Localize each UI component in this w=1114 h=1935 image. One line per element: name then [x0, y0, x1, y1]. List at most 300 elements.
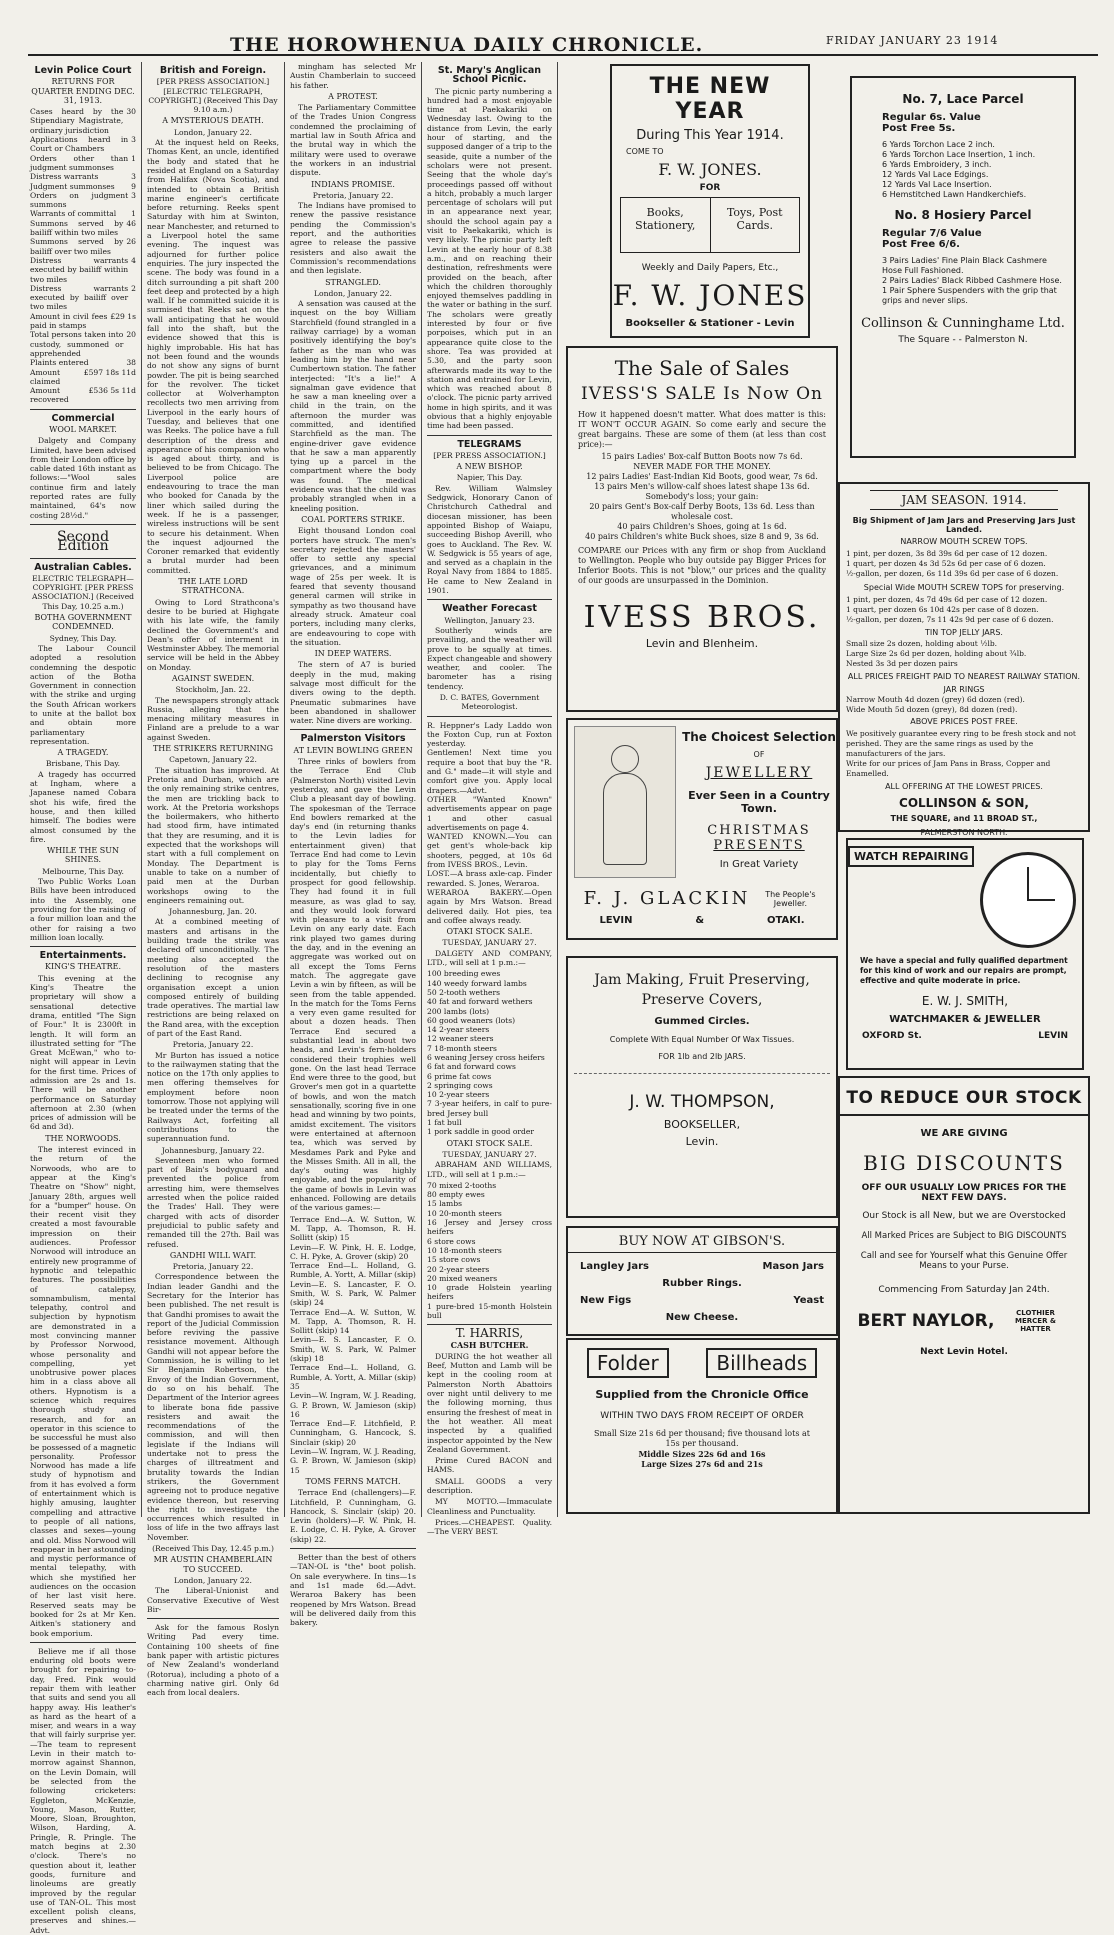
- divider: [427, 716, 552, 717]
- chronicle-headline: [568, 1348, 836, 1378]
- notice-item: OTHER "Wanted Known" advertisements appear on page 1 and other casual advertisements on page 4.: [427, 794, 552, 832]
- figure-illustration-icon: [574, 726, 676, 878]
- lace-item: 6 Yards Torchon Lace 2 inch.: [882, 140, 995, 149]
- bowling-score-line: Terrace End—A. W. Sutton, W. M. Tapp, A. Thomson, R. H. Sollitt (skip) 15: [290, 1214, 416, 1243]
- naylor-off: OFF OUR USUALLY LOW PRICES FOR THE NEXT FEW DAYS.: [861, 1183, 1067, 1203]
- lace-item: 12 Yards Val Lace Insertion.: [882, 180, 992, 189]
- divider: [290, 729, 416, 730]
- police-return-label: Distress warrants executed by bailiff within two miles: [30, 255, 129, 284]
- british-foreign-heading: British and Foreign.: [159, 65, 267, 76]
- thompson-t4: Complete With Equal Number Of Wax Tissues.: [609, 1035, 795, 1044]
- smith-watch-advert: [846, 838, 1084, 1070]
- weather-dateline: Wellington, January 23.: [444, 615, 535, 625]
- jones-papers: Weekly and Daily Papers, Etc.,: [641, 263, 779, 273]
- thompson-t3: Gummed Circles.: [654, 1016, 750, 1027]
- thompson-town: Levin.: [685, 1135, 719, 1148]
- police-return-value: 1: [131, 153, 136, 163]
- column-3: [290, 62, 417, 1628]
- police-court-heading: Levin Police Court: [34, 65, 132, 76]
- jam-tin-row: Large Size 2s 6d per dozen, holding about ¾lb.: [846, 649, 1027, 658]
- protest-subheading: A PROTEST.: [328, 91, 378, 101]
- stock-item: 6 store cows: [427, 1236, 476, 1246]
- lace-post: Post Free 5s.: [882, 123, 956, 134]
- jones-during: During This Year 1914.: [636, 128, 784, 143]
- divider: [147, 1618, 279, 1619]
- gandhi-subheading: GANDHI WILL WAIT.: [169, 1250, 257, 1260]
- stock-item: 50 2-tooth wethers: [427, 987, 500, 997]
- stock-sale-1-date: TUESDAY, JANUARY 27.: [442, 938, 537, 948]
- stock-item: 1 fat bull: [427, 1118, 462, 1128]
- police-return-row: [30, 135, 136, 154]
- lace-item: 6 Yards Torchon Lace Insertion, 1 inch.: [882, 150, 1036, 159]
- naylor-call: Call and see for Yourself what this Genuine Offer Means to your Purse.: [860, 1251, 1068, 1271]
- bowling-scores: [290, 1215, 416, 1475]
- jam-price-row: 1 quart, per dozen 4s 3d 52s 6d per case of 6 dozen.: [846, 559, 1046, 568]
- jam-firm: COLLINSON & SON,: [899, 796, 1029, 810]
- collinson-parcel-advert: [850, 76, 1076, 458]
- stock-sale-1-list: [427, 969, 552, 1136]
- chamberlain-continued: mingham has selected Mr Austin Chamberlain to succeed his father.: [290, 62, 416, 90]
- gibson-items: [568, 1259, 836, 1325]
- telegrams-heading: TELEGRAMS: [457, 438, 522, 450]
- strangled-dateline: London, January 22.: [314, 288, 392, 298]
- ivess-firm: IVESS BROS.: [583, 600, 821, 635]
- chronicle-supplied: Supplied from the Chronicle Office: [595, 1388, 809, 1401]
- glackin-peoples: The People's Jeweller.: [765, 889, 816, 908]
- pretoria-dateline: Pretoria, January 22.: [172, 1040, 254, 1050]
- stock-item: 6 fat and forward cows: [427, 1062, 516, 1072]
- stock-item: 70 mixed 2-tooths: [427, 1180, 497, 1190]
- polish-notice: Better than the best of others —TAN-OL is "the" boot polish. On sale everywhere. In tins—1s and 1s1 made 6d.—Advt. Weraroa Bakery has been reopened by Mrs Watson. Bread will be delivered daily from this bakery.: [290, 1553, 416, 1628]
- column-1: [30, 62, 136, 1935]
- police-return-value: 3: [131, 190, 136, 200]
- bowling-score-line: Levin—E. S. Lancaster, F. O. Smith, W. S. Park, W. Palmer (skip) 18: [290, 1335, 416, 1364]
- chronicle-small: Small Size 21s 6d per thousand; five thousand lots at 15s per thousand.: [594, 1429, 810, 1448]
- jam-offer: ALL OFFERING AT THE LOWEST PRICES.: [885, 782, 1043, 791]
- divider: [30, 524, 136, 525]
- stock-sale-2-list: [427, 1181, 552, 1320]
- glackin-levin: LEVIN: [599, 915, 633, 926]
- jam-sub: Big Shipment of Jam Jars and Preserving Jars Just Landed.: [852, 516, 1076, 534]
- glackin-presents: PRESENTS: [713, 838, 805, 853]
- jones-toys: Toys, Post Cards.: [726, 206, 783, 232]
- masthead-rule: [28, 54, 1098, 56]
- jam-ring-rows: [840, 695, 1088, 715]
- jam-narrow-rows: [840, 549, 1088, 579]
- jones-come: COME TO: [626, 147, 664, 156]
- bowling-score-line: Terrace End—L. Holland, G. Rumble, A. Yortt, A. Millar (skip): [290, 1261, 416, 1280]
- police-return-row: [30, 209, 136, 218]
- jam-address: THE SQUARE, and 11 BROAD ST.,: [890, 814, 1038, 823]
- australian-cables-heading: Australian Cables.: [34, 561, 132, 573]
- kings-theatre-text: This evening at the King's Theatre the proprietary will show a sensational detective drama, entitled "The Sign of Four." It is 2300ft in length. It will form an illustrated setting for "The Great McEwan," who to-night will appear in Levin for the first time. Prices of admission are 2s and 1s. There will be another performance on Saturday afternoon at 2.30 (when prices of admission will be 6d and 3d).: [30, 973, 136, 1132]
- police-return-row: [30, 237, 136, 256]
- johannesburg2-text: Seventeen men who formed part of Bain's bodyguard and prevented the police from arresting him, were themselves arrested when the police raided the Trades' Hall. They were charged with acts of disorder prejudicial to public safety and remanded till the 27th. Bail was refused.: [147, 1155, 279, 1249]
- police-return-row: [30, 219, 136, 238]
- naylor-marked: All Marked Prices are Subject to BIG DISCOUNTS: [861, 1231, 1067, 1241]
- jam-freight: ALL PRICES FREIGHT PAID TO NEAREST RAILWAY STATION.: [847, 672, 1081, 681]
- stock-item: 6 prime fat cows: [427, 1071, 492, 1081]
- chamberlain-dateline: London, January 22.: [174, 1575, 252, 1585]
- received-time: (Received This Day, 12.45 p.m.): [152, 1544, 274, 1554]
- police-return-label: Distress warrants executed by bailiff over two miles: [30, 283, 129, 312]
- sweden-dateline: Stockholm, Jan. 22.: [175, 685, 251, 695]
- naylor-footer: [840, 1309, 1088, 1333]
- hosiery-item: 3 Pairs Ladies' Fine Plain Black Cashmere Hose Full Fashioned.: [882, 256, 1047, 275]
- thompson-t2: Preserve Covers,: [641, 992, 763, 1008]
- watch-repairing-sign: WATCH REPAIRING: [848, 846, 974, 867]
- stock-sale-2-date: TUESDAY, JANUARY 27.: [442, 1149, 537, 1159]
- chronicle-folder: Folder: [587, 1348, 669, 1378]
- bowling-text: Three rinks of bowlers from the Terrace End Club (Palmerston North) visited Levin yesterday, and gave the Levin Club a pleasant day of bowling. The spokesman of the Terrace End bowlers remarked at the day's end (in returning thanks to the Levin ladies for entertainment given) that Terrace End had come to Levin to play for the Toms Ferns incidentally, but chiefly to prospect for good fellowship. They had found it in full measure, as was glad to say, and they would look forward with pleasure to a visit from Levin on any early date. Each rink played two games during the day, and in the evening an aggregate was worked out on all except the Toms Ferns match. The aggregate gave Levin a win by fifteen, as will be seen from the table appended. In the match for the Toms Ferns a very even game resulted for about a dozen heads. Then Terrace End secured a substantial lead in about two heads, and Levin's fern-holders considered their trophies well gone. On the last head Terrace End were three to the good, but Grover's men got in a quartette of bowls, and won the match sensationally, scoring five in one head and winning by two points, amidst excitement. The visitors were entertained at afternoon tea, which was served by Mesdames Park and Pyke and the Misses Smith. All in all, the day's outing was highly enjoyable, and the popularity of the game of bowls in Levin was enhanced. Following are details of the various games:—: [290, 757, 417, 1213]
- glackin-footer: [568, 888, 836, 909]
- police-return-row: [30, 154, 136, 173]
- harris-bacon: Prime Cured BACON and HAMS.: [427, 1456, 552, 1475]
- bowling-score-line: Levin—W. Ingram, W. J. Reading, G. P. Brown, W. Jamieson (skip) 16: [290, 1391, 416, 1419]
- stock-item: 80 empty ewes: [427, 1190, 485, 1200]
- indians-dateline: Pretoria, January 22.: [312, 190, 394, 200]
- weather-signature: D. C. BATES, Government Meteorologist.: [439, 693, 540, 712]
- sun-subheading: WHILE THE SUN SHINES.: [47, 846, 119, 865]
- stock-item: 15 lambs: [427, 1199, 462, 1209]
- bowling-score-line: Terrace End—F. Litchfield, P. Cunningham, G. Hancock, S. Sinclair (skip) 20: [290, 1419, 416, 1447]
- ivess-line: NEVER MADE FOR THE MONEY.: [633, 462, 771, 471]
- thompson-advert: [566, 956, 838, 1218]
- chronicle-within: WITHIN TWO DAYS FROM RECEIPT OF ORDER: [600, 1411, 804, 1421]
- pretoria-text: Mr Burton has issued a notice to the railwaymen stating that the notice on the 17th only applies to men offering themselves for employment before noon tomorrow. Those not applying will be treated under the terms of the Railways Act, forfeiting all contributions to the superannuation fund.: [147, 1050, 279, 1144]
- hosiery-item: 2 Pairs Ladies' Black Ribbed Cashmere Hose.: [882, 276, 1062, 285]
- strangled-text: A sensation was caused at the inquest on the boy William Starchfield (found strangled in a railway carriage) by a woman positively identifying the boy's father as the man who was leading him by the hand near Cumbertown station. The father interjected: "It's a lie!" A signalman gave evidence that he saw a man kneeling over a child in the train, on the afternoon the murder was committed, and identified Starchfield as the man. The engine-driver gave evidence that he saw a man apparently tying up a parcel in the compartment where the body was found. The medical evidence was that the child was probably strangled when in a kneeling position.: [290, 299, 416, 513]
- column-2: [147, 62, 279, 1698]
- lace-item: 12 Yards Val Lace Edgings.: [882, 170, 989, 179]
- bowling-score-line: Terrace End—L. Holland, G. Rumble, A. Yortt, A. Millar (skip) 35: [290, 1363, 416, 1391]
- gibson-item: New Figs: [580, 1295, 632, 1306]
- weather-text: Southerly winds are prevailing, and the weather will prove to be squally at times. Expect changeable and showery weather, and cooler. The barometer has a rising tendency.: [427, 625, 552, 691]
- column-divider: [141, 62, 142, 1517]
- divider: [427, 435, 552, 436]
- smith-address-row: [848, 1025, 1082, 1047]
- jam-price-row: 1 quart, per dozen 6s 10d 42s per case of 8 dozen.: [846, 605, 1039, 614]
- harris-subheading: CASH BUTCHER.: [450, 1339, 529, 1350]
- deep-waters-subheading: IN DEEP WATERS.: [314, 649, 392, 659]
- newspaper-title: THE HOROWHENUA DAILY CHRONICLE.: [230, 34, 704, 56]
- stock-sale-1-intro: DALGETY AND COMPANY, LTD., will sell at 1 p.m.:—: [427, 948, 552, 968]
- mysterious-death-text: At the inquest held on Reeks, Thomas Kent, an uncle, identified the body and stated that he resided at England on a Saturday from Halifax (Nova Scotia), and intended to obtain a British marine engineer's certificate before returning. Reeks spent Saturday with him at Swinton, near Manchester, and returned to a Liverpool hotel the same evening. The inquest was adjourned for further police enquiries. The jury inspected the scene. The body was found in a ditch surrounding a pit shaft 200 feet deep and protected by a high wall. If he committed suicide it is surmised that Reeks sat on the wall anticipating that he would fall into the shaft, but the evidence showed that this is highly improbable. His hat has not been found and the wounds do not show any signs of burnt powder. The pit is being searched for the revolver. The ticket collector at Wolverhampton recollects two men arriving from Liverpool in the early hours of Tuesday, and believes that one was Reeks. The police have a full description of the dress and appearance of his companion who is aged about thirty, and is believed to be from Chicago. The Liverpool police are endeavouring to trace the man who booked for Canada by the liner which sailed during the week. If he is a passenger, wireless instructions will be sent to secure his detainment. When the inquest adjourned the Coroner remarked that evidently a brutal murder had been committed.: [147, 138, 279, 575]
- ivess-line: 40 pairs Children's white Buck shoes, size 8 and 9, 3s 6d.: [585, 532, 819, 541]
- police-return-label: Warrants of committal: [30, 209, 117, 219]
- police-return-label: Orders on judgment summons: [30, 190, 129, 210]
- gibson-item: Yeast: [793, 1295, 824, 1306]
- police-return-label: Amount recovered: [30, 386, 69, 405]
- botha-subheading: BOTHA GOVERNMENT CONDEMNED.: [34, 613, 132, 632]
- thompson-t1: Jam Making, Fruit Preserving,: [594, 972, 810, 988]
- jam-tin-rows: [840, 639, 1088, 669]
- police-return-value: £597 18s 11d: [83, 367, 136, 377]
- mysterious-death-subheading: A MYSTERIOUS DEATH.: [162, 116, 264, 126]
- jam-guarantee: We positively guarantee every ring to be fresh stock and not perished. They are the same rings as used by the manufacturers of the jars.: [846, 729, 1076, 758]
- ivess-line: 15 pairs Ladies' Box-calf Button Boots now 7s 6d.: [601, 452, 803, 461]
- divider: [574, 1073, 830, 1082]
- stock-sale-2-subheading: OTAKI STOCK SALE.: [446, 1138, 533, 1148]
- thompson-name: J. W. THOMPSON,: [629, 1092, 775, 1112]
- gibson-item: New Cheese.: [665, 1312, 739, 1323]
- picnic-heading: St. Mary's Anglican School Picnic.: [437, 65, 542, 86]
- column-divider: [557, 62, 558, 1517]
- hosiery-item: 1 Pair Sphere Suspenders with the grip that grips and never slips.: [882, 286, 1057, 305]
- police-return-label: Amount claimed: [30, 367, 61, 386]
- glackin-text: [682, 720, 836, 884]
- johannesburg-dateline: Johannesburg, Jan. 20.: [169, 907, 257, 917]
- ivess-title: The Sale of Sales: [614, 356, 790, 380]
- jones-big-name: F. W. JONES: [612, 279, 808, 312]
- jones-footer: Bookseller & Stationer - Levin: [625, 318, 795, 329]
- police-return-label: Summons served by bailiff within two miles: [30, 218, 124, 238]
- jones-title: THE NEW YEAR: [649, 74, 771, 124]
- bowling-score-line: Levin—F. W. Pink, H. E. Lodge, C. H. Pyke, A. Grover (skip) 20: [290, 1242, 416, 1261]
- jones-for: FOR: [699, 183, 721, 193]
- ivess-compare: COMPARE our Prices with any firm or shop from Auckland to Wellington. People who buy outside pay Bigger Prices for Inferior Boots. This is not "blow," our prices and the quality of our goods are unsurpassed in the Dominion.: [578, 546, 826, 585]
- naylor-role: CLOTHIER MERCER & HATTER: [1015, 1309, 1057, 1333]
- police-return-value: £29 1s: [110, 311, 136, 321]
- police-return-value: 9: [131, 181, 136, 191]
- smith-town: LEVIN: [1038, 1031, 1068, 1041]
- stock-item: 7 18-month steers: [427, 1043, 497, 1053]
- sun-dateline: Melbourne, This Day.: [42, 866, 124, 876]
- police-return-value: 3: [131, 172, 136, 182]
- ivess-place: Levin and Blenheim.: [645, 637, 759, 650]
- smith-role: WATCHMAKER & JEWELLER: [889, 1014, 1041, 1025]
- smith-illustration: [848, 846, 1082, 954]
- ivess-lines: [568, 450, 836, 544]
- coal-text: Eight thousand London coal porters have struck. The men's secretary rejected the masters' offer to settle any special grievances, and a minimum wage of 25s per week. It is feared that seventy thousand general carmen will strike in sympathy as two thousand have already struck. Amateur coal porters, including many clerks, are endeavouring to cope with the situation.: [290, 526, 416, 647]
- tragedy-text: A tragedy has occurred at Ingham, where a Japanese named Cobara shot his wife, fired the house, and then killed himself. The bodies were almost consumed by the fire.: [30, 769, 136, 844]
- notice-item: WERAROA BAKERY.—Open again by Mrs Watson. Bread delivered daily. Hot pies, tea and coffee always ready.: [427, 887, 552, 925]
- police-return-row: [30, 172, 136, 181]
- glackin-choicest: The Choicest Selection: [682, 730, 836, 744]
- chamberlain-subheading: MR AUSTIN CHAMBERLAIN TO SUCCEED.: [153, 1555, 273, 1574]
- harris-heading: T. HARRIS,: [455, 1326, 524, 1341]
- hosiery-items: [852, 256, 1074, 306]
- police-return-row: [30, 182, 136, 191]
- naylor-commencing: Commencing From Saturday Jan 24th.: [878, 1285, 1050, 1295]
- police-return-label: Plaints entered: [30, 358, 89, 368]
- tragedy-dateline: Brisbane, This Day.: [45, 759, 121, 769]
- glackin-jewellery: JEWELLERY: [705, 765, 813, 781]
- stock-item: 12 weaner steers: [427, 1034, 494, 1044]
- strathcona-text: Owing to Lord Strathcona's desire to be buried at Highgate with his late wife, the family declined the Government's and Dean's offer of interment in Westminster Abbey. The memorial service will be held in the Abbey on Monday.: [147, 597, 279, 672]
- strikers-text: The situation has improved. At Pretoria and Durban, which are the only remaining strike centres, the men are trickling back to work. At the Pretoria workshops the boilermakers, who hitherto had stood firm, have intimated that they are resuming, and it is expected that the workshops will start with a full complement on Monday. The Department is unable to take on a number of paid men at the Durban workshops owing to the engineers remaining out.: [147, 765, 279, 905]
- wool-market-text: Dalgety and Company Limited, have been advised from their London office by cable dated 16th instant as follows:—"Wool sales continue firm and lately reported rates are fully maintained, 64's now costing 28½d.": [30, 436, 136, 520]
- strangled-subheading: STRANGLED.: [325, 277, 381, 287]
- police-return-label: Amount in civil fees paid in stamps: [30, 311, 108, 331]
- collinson-firm: Collinson & Cunninghame Ltd.: [861, 316, 1065, 331]
- gibson-item: Langley Jars: [580, 1261, 649, 1272]
- johannesburg-text: At a combined meeting of masters and artisans in the building trade the strike was declared off unconditionally. The meeting also accepted the resolution of the masters declining to recognise any organisation except a union composed entirely of building trade operatives. The martial law restrictions are being relaxed on the Rand area, with the exception of part of the East Rand.: [147, 917, 279, 1038]
- bishop-text: Rev. William Walmsley Sedgwick, Honorary Canon of Christchurch Cathedral and diocesan missioner, has been appointed Bishop of Waiapu, succeeding Bishop Averill, who goes to Auckland. The Rev. W. W. Sedgwick is 55 years of age, and served as a chaplain in the Royal Navy from 1884 to 1885. He came to New Zealand in 1901.: [427, 483, 552, 596]
- jones-books: Books, Stationery,: [621, 198, 711, 252]
- naylor-big: BIG DISCOUNTS: [863, 1151, 1065, 1175]
- naylor-title: TO REDUCE OUR STOCK: [840, 1078, 1088, 1116]
- jones-advert: [610, 64, 810, 338]
- ivess-line: 12 pairs Ladies' East-Indian Kid Boots, good wear, 7s 6d.: [586, 472, 818, 481]
- notice-item: LOST.—A brass axle-cap. Finder rewarded. S. Jones, Weraroa.: [427, 869, 552, 888]
- strathcona-subheading: THE LATE LORD STRATHCONA.: [178, 577, 248, 596]
- jam-tin-row: Small size 2s dozen, holding about ½lb.: [846, 639, 998, 648]
- hosiery-post: Post Free 6/6.: [882, 239, 960, 250]
- stock-item: 2 springing cows: [427, 1080, 493, 1090]
- stock-item: 7 3-year heifers, in calf to pure-bred Jersey bull: [427, 1099, 552, 1118]
- glackin-ever: Ever Seen in a Country Town.: [688, 789, 830, 815]
- jam-price-row: 1 pint, per dozen, 3s 8d 39s 6d per case of 12 dozen.: [846, 549, 1048, 558]
- press-credit: [PER PRESS ASSOCIATION.] [ELECTRIC TELEGRAPH, COPYRIGHT.] (Received This Day 9.10 a.m.): [148, 77, 278, 115]
- stock-item: 100 breeding ewes: [427, 969, 501, 979]
- weather-heading: Weather Forecast: [442, 603, 537, 615]
- harris-motto: MY MOTTO.—Immaculate Cleanliness and Punctuality.: [427, 1497, 552, 1516]
- bishop-subheading: A NEW BISHOP.: [456, 462, 523, 472]
- norwoods-subheading: THE NORWOODS.: [45, 1133, 121, 1143]
- jam-narrow: NARROW MOUTH SCREW TOPS.: [900, 537, 1028, 546]
- police-return-row: [30, 107, 136, 135]
- telegrams-credit: [PER PRESS ASSOCIATION.]: [433, 450, 546, 460]
- smith-address: OXFORD St.: [862, 1031, 922, 1041]
- lace-item: 6 Hemstitched Lawn Handkerchiefs.: [882, 190, 1027, 199]
- chronicle-office-advert: [566, 1338, 838, 1514]
- police-return-row: [30, 256, 136, 284]
- stock-item: 10 2-year steers: [427, 1090, 490, 1100]
- police-return-value: 4: [131, 255, 136, 265]
- smith-name: E. W. J. SMITH,: [921, 994, 1009, 1008]
- deep-waters-text: The stern of A7 is buried deeply in the mud, making salvage most difficult for the divers owing to the depth. Pneumatic submarines have been abandoned in shallower water. Nine divers are working.: [290, 660, 416, 726]
- ivess-sale-advert: [566, 346, 838, 712]
- jones-products: [620, 197, 800, 253]
- botha-text: The Labour Council adopted a resolution condemning the despotic action of the Botha Government in connection with the strike and urging the South African workers to unite at the ballot box and obtain more parliamentary representation.: [30, 643, 136, 746]
- protest-text: The Parliamentary Committee of the Trades Union Congress condemned the proclaiming of martial law in South Africa and the brutal way in which the military were used to overawe the workers in an industrial dispute.: [290, 103, 416, 178]
- bowling-score-line: Terrace End—A. W. Sutton, W. M. Tapp, A. Thomson, R. H. Sollitt (skip) 14: [290, 1307, 416, 1336]
- tragedy-subheading: A TRAGEDY.: [57, 748, 109, 758]
- stock-sale-2-intro: ABRAHAM AND WILLIAMS, LTD., will sell at 1 p.m.:—: [427, 1160, 552, 1179]
- bishop-dateline: Napier, This Day.: [456, 473, 523, 483]
- police-return-row: [30, 330, 136, 358]
- naylor-address: Next Levin Hotel.: [920, 1347, 1008, 1357]
- stock-item: 20 2-year steers: [427, 1264, 490, 1274]
- naylor-stock: Our Stock is all New, but we are Overstocked: [862, 1211, 1066, 1221]
- kings-theatre-subheading: KING'S THEATRE.: [45, 962, 121, 972]
- jam-tin: TIN TOP JELLY JARS.: [925, 628, 1003, 637]
- police-return-row: [30, 358, 136, 367]
- police-return-row: [30, 386, 136, 405]
- jam-ring-row: Wide Mouth 5d dozen (grey), 8d dozen (red).: [846, 705, 1018, 714]
- jones-name: F. W. JONES.: [658, 160, 762, 179]
- gibson-item: Mason Jars: [762, 1261, 824, 1272]
- notice-item: R. Heppner's Lady Laddo won the Foxton Cup, run at Foxton yesterday.: [427, 720, 552, 749]
- stock-sale-1-subheading: OTAKI STOCK SALE.: [446, 927, 533, 937]
- gibson-advert: [566, 1226, 838, 1336]
- stock-item: 1 pure-bred 15-month Holstein bull: [427, 1301, 552, 1320]
- botha-dateline: Sydney, This Day.: [49, 633, 117, 643]
- lace-item: 6 Yards Embroidery, 3 inch.: [882, 160, 992, 169]
- police-return-label: Orders other than judgment summonses: [30, 153, 129, 172]
- police-return-row: [30, 368, 136, 387]
- commercial-heading: Commercial: [51, 412, 115, 424]
- police-return-value: 38: [126, 358, 136, 368]
- roslyn-notice: Ask for the famous Roslyn Writing Pad every time. Containing 100 sheets of fine bank paper with artistic pictures of New Zealand's wonderland (Rotorua), including a photo of a charming native girl. Only 6d each from local dealers.: [147, 1623, 279, 1698]
- ivess-sub: IVESS'S SALE Is Now On: [581, 384, 823, 404]
- police-return-label: Summons served by bailiff over two miles: [30, 237, 124, 256]
- jam-city: PALMERSTON NORTH.: [920, 828, 1008, 837]
- strikers-subheading: THE STRIKERS RETURNING: [152, 744, 274, 754]
- notice-item: Gentlemen! Next time you require a boot that buy the "R. and G." made—it will style and comfort give you. Apply local drapers.—Advt.: [427, 748, 552, 795]
- glackin-great: In Great Variety: [719, 859, 799, 870]
- cables-credit: ELECTRIC TELEGRAPH—COPYRIGHT. [PER PRESS ASSOCIATION.] (Received This Day, 10.25 a.m.): [31, 573, 135, 611]
- police-return-row: [30, 191, 136, 210]
- police-return-value: 20: [126, 330, 136, 340]
- second-edition-heading: Second Edition: [56, 528, 110, 555]
- police-return-value: 1: [131, 209, 136, 219]
- police-return-label: Distress warrants: [30, 172, 99, 182]
- collinson-address: The Square - - Palmerston N.: [898, 335, 1028, 345]
- glackin-of: OF: [753, 750, 765, 759]
- notice-item: WANTED KNOWN.—You can get gent's whole-back kip shooters, pegged, at 10s 6d from IVESS BROS., Levin.: [427, 832, 552, 870]
- glackin-advert: [566, 718, 838, 940]
- stock-item: 10 18-month steers: [427, 1245, 502, 1255]
- stock-item: 200 lambs (lots): [427, 1006, 490, 1016]
- local-notices-text: Believe me if all those enduring old boots were brought for repairing to-day, Fred. Pink would repair them with leather that suits and send you all happy away. His leather's as hard as the heart of a miser, and wears in a way that will fairly surprise yer.—The team to represent Levin in their match to-morrow against Shannon, on the Levin Domain, will be selected from the following cricketers: Eggleton, McKenzie, Young, Mason, Rutter, Moore, Sloan, Broughton, Wilson, Harding, A. Pringle, R. Pringle. The match begins at 2.30 o'clock. There's no question about it, leather goods, furniture and linoleums are greatly improved by the regular use of TAN-OL. This most excellent polish cleans, preserves and shines.—Advt.: [30, 1646, 136, 1935]
- jam-price-row: ½-gallon, per dozen, 7s 11 42s 9d per case of 6 dozen.: [846, 615, 1054, 624]
- divider: [30, 1642, 136, 1643]
- column-4: [427, 62, 552, 1537]
- glackin-christmas: CHRISTMAS: [707, 823, 811, 838]
- mysterious-death-dateline: London, January 22.: [174, 127, 252, 137]
- police-return-label: Judgment summonses: [30, 181, 115, 191]
- masthead: [0, 0, 1114, 60]
- jam-tin-row: Nested 3s 3d per dozen pairs: [846, 659, 958, 668]
- stock-item: 6 weaning Jersey cross heifers: [427, 1052, 545, 1062]
- stock-item: 140 weedy forward lambs: [427, 978, 527, 988]
- jam-write: Write for our prices of Jam Pans in Brass, Copper and Enamelled.: [846, 759, 1051, 778]
- jam-price-row: 1 pint, per dozen, 4s 7d 49s 6d per case of 12 dozen.: [846, 595, 1048, 604]
- gandhi-text: Correspondence between the Indian leader Gandhi and the Secretary for the Interior has been published. The net result is that Gandhi promises to await the report of the Judicial Commission before reviving the passive resistance movement. Although Gandhi will not appear before the Commission, he is willing to let Sir Benjamin Robertson, the Envoy of the Indian Government, do so on his behalf. The Department of the Interior agrees to liberate bona fide passive resisters and await the recommendations of the commission, and will then legislate if the Indians will undertake not to press the charges of illtreatment and brutality towards the Indian strikers, the Government agreeing not to produce negative evidence thereon, but reserving the right to investigate the occurrences which resulted in loss of life in the two affrays last November.: [147, 1272, 279, 1542]
- thompson-t5: FOR 1lb and 2lb JARS.: [658, 1052, 746, 1061]
- jam-season-advert: [838, 482, 1090, 837]
- police-return-row: [30, 284, 136, 312]
- sun-text: Two Public Works Loan Bills have been introduced into the Assembly, one providing for the raising of a four million loan and the other for raising a two million loan locally.: [30, 877, 136, 942]
- entertainments-heading: Entertainments.: [39, 950, 127, 962]
- divider: [427, 599, 552, 600]
- stock-item: 40 fat and forward wethers: [427, 997, 533, 1007]
- divider: [30, 558, 136, 559]
- picnic-text: The picnic party numbering a hundred had a most enjoyable time at Paekakariki on Wednesday last. Owing to the distance from Levin, the early hour of starting, and the supposed danger of a trip to the seaside, quite a number of the scholars were not present. Seeing that the whole day's proceedings passed off without a hitch, probably a much larger percentage of scholars will put in an appearance next year, should the school again pay a visit to Paekakariki, which is very likely. The picnic party left Levin at the early hour of 8.38 a.m., and on reaching their destination, refreshments were provided on the beach, after which the children thoroughly enjoyed themselves paddling in the water or bathing in the surf. The scholars were greatly interested by four or five porpoises, which put in an appearance quite close to the shore. Tea was provided at 5.30, and the party soon afterwards made its way to the station and entrained for Levin, which was reached about 8 o'clock. The picnic party arrived home in high spirits, and it was obvious that a highly enjoyable time had been passed.: [427, 86, 552, 431]
- indians-subheading: INDIANS PROMISE.: [311, 179, 395, 189]
- notices-list: [427, 721, 552, 926]
- lace-items: [852, 140, 1074, 200]
- police-return-value: 46: [126, 218, 136, 228]
- ivess-line: 40 pairs Children's Shoes, going at 1s 6d.: [617, 522, 787, 531]
- hosiery-title: No. 8 Hosiery Parcel: [894, 208, 1032, 222]
- sweden-text: The newspapers strongly attack Russia, alleging that the menacing military measures in Finland are a prelude to a war against Sweden.: [147, 695, 279, 742]
- coal-subheading: COAL PORTERS STRIKE.: [301, 514, 405, 524]
- indians-text: The Indians have promised to renew the passive resistance pending the Commission's report, and the authorities agree to release the passive resisters and also await the Commission's recommendations and then legislate.: [290, 201, 416, 276]
- naylor-giving: WE ARE GIVING: [920, 1128, 1008, 1139]
- jam-title: JAM SEASON. 1914.: [870, 490, 1058, 510]
- ivess-line: 20 pairs Gent's Box-calf Derby Boots, 13s 6d. Less than wholesale cost.: [589, 502, 815, 521]
- police-returns-table: [30, 107, 136, 405]
- glackin-otaki: OTAKI.: [766, 915, 805, 926]
- glackin-towns: [568, 915, 836, 926]
- chamberlain-text: The Liberal-Unionist and Conservative Executive of West Bir-: [147, 1586, 279, 1614]
- divider: [290, 1548, 416, 1549]
- stock-item: 10 20-month steers: [427, 1208, 502, 1218]
- norwoods-text: The interest evinced in the return of the Norwoods, who are to appear at the King's Theatre on "Show" night, January 28th, argues well for a "bumper" house. On their recent visit they created a most favourable impression on their audiences. Professor Norwood will introduce an entirely new programme of hypnotic and telepathic features. The possibilities of catalepsy, somnambulism, mental telepathy, control and subjection by hypnotism are demonstrated in a most convincing manner by Professor Norwood, whose personality and compelling, yet unobtrusive power places him in a class above all others. Hypnotism is a science which requires thorough study and research, and for an operator in this science to be successful he must also be possessed of a magnetic personality. Professor Norwood has made a life study of hypnotism and from it has evolved a form of entertainment which is highly amusing, laughter compelling and attractive to people of all nations, classes and sexes—young and old. Miss Norwood will reappear in her astounding and mystic performance of mental telepathy, with which she mystified her audiences on the occasion of her last visit here. Reserved seats may be booked for 2s at Mr Ken. Aitken's stationery and book emporium.: [30, 1145, 136, 1638]
